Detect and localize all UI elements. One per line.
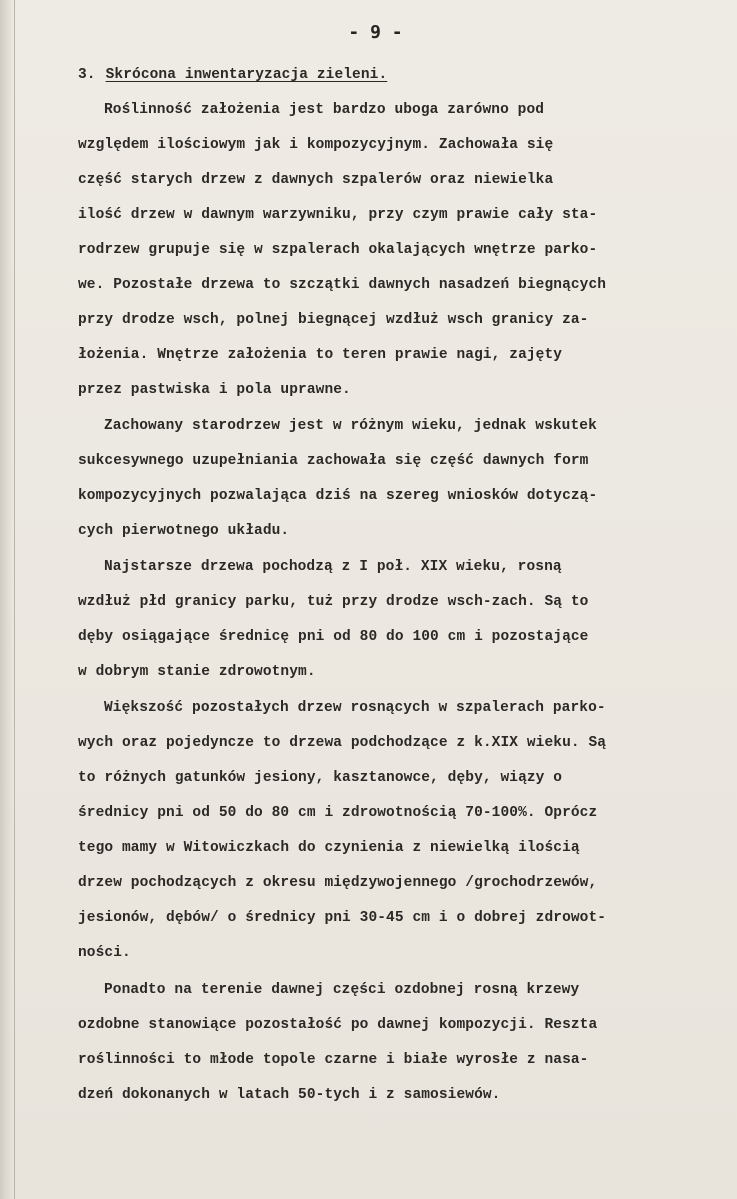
text-line: ności. — [78, 945, 131, 961]
text-line: cych pierwotnego układu. — [78, 523, 290, 539]
text-line: tego mamy w Witowiczkach do czynienia z niewielką ilością — [78, 840, 580, 856]
text-line: przy drodze wsch, polnej biegnącej wzdłuż wsch granicy za- — [78, 312, 589, 328]
text-line: ilość drzew w dawnym warzywniku, przy czym prawie cały sta- — [78, 207, 598, 223]
text-line: wych oraz pojedyncze to drzewa podchodzące z k.XIX wieku. Są — [78, 735, 607, 751]
text-line: Zachowany starodrzew jest w różnym wieku, jednak wskutek — [104, 418, 597, 434]
text-line: drzew pochodzących z okresu międzywojennego /grochodrzewów, — [78, 875, 598, 891]
text-line: ozdobne stanowiące pozostałość po dawnej kompozycji. Reszta — [78, 1017, 598, 1033]
text-line: Roślinność założenia jest bardzo uboga zarówno pod — [104, 102, 545, 118]
text-line: we. Pozostałe drzewa to szczątki dawnych nasadzeń biegnących — [78, 277, 607, 293]
text-line: wzdłuż płd granicy parku, tuż przy drodze wsch-zach. Są to — [78, 594, 589, 610]
section-title: Skrócona inwentaryzacja zieleni. — [105, 67, 388, 83]
text-line: średnicy pni od 50 do 80 cm i zdrowotnością 70-100%. Oprócz — [78, 805, 598, 821]
text-line: przez pastwiska i pola uprawne. — [78, 382, 351, 398]
text-line: sukcesywnego uzupełniania zachowała się część dawnych form — [78, 453, 589, 469]
text-line: rodrzew grupuje się w szpalerach okalających wnętrze parko- — [78, 242, 598, 258]
page-number: - 9 - — [348, 22, 403, 43]
text-line: dęby osiągające średnicę pni od 80 do 100 cm i pozostające — [78, 629, 589, 645]
text-line: dzeń dokonanych w latach 50-tych i z samosiewów. — [78, 1087, 501, 1103]
text-line: kompozycyjnych pozwalająca dziś na szereg wniosków dotyczą- — [78, 488, 598, 504]
text-line: Najstarsze drzewa pochodzą z I poł. XIX wieku, rosną — [104, 559, 562, 575]
section-heading — [78, 66, 387, 84]
text-line: to różnych gatunków jesiony, kasztanowce, dęby, wiązy o — [78, 770, 563, 786]
text-line: w dobrym stanie zdrowotnym. — [78, 664, 316, 680]
text-line: jesionów, dębów/ o średnicy pni 30-45 cm i o dobrej zdrowot- — [78, 910, 607, 926]
text-line: część starych drzew z dawnych szpalerów oraz niewielka — [78, 172, 554, 188]
section-number: 3. — [78, 67, 96, 83]
text-line: łożenia. Wnętrze założenia to teren prawie nagi, zajęty — [78, 347, 563, 363]
text-line: roślinności to młode topole czarne i białe wyrosłe z nasa- — [78, 1052, 589, 1068]
text-line: Większość pozostałych drzew rosnących w szpalerach parko- — [104, 700, 606, 716]
text-line: względem ilościowym jak i kompozycyjnym. Zachowała się — [78, 137, 554, 153]
text-line: Ponadto na terenie dawnej części ozdobnej rosną krzewy — [104, 982, 580, 998]
